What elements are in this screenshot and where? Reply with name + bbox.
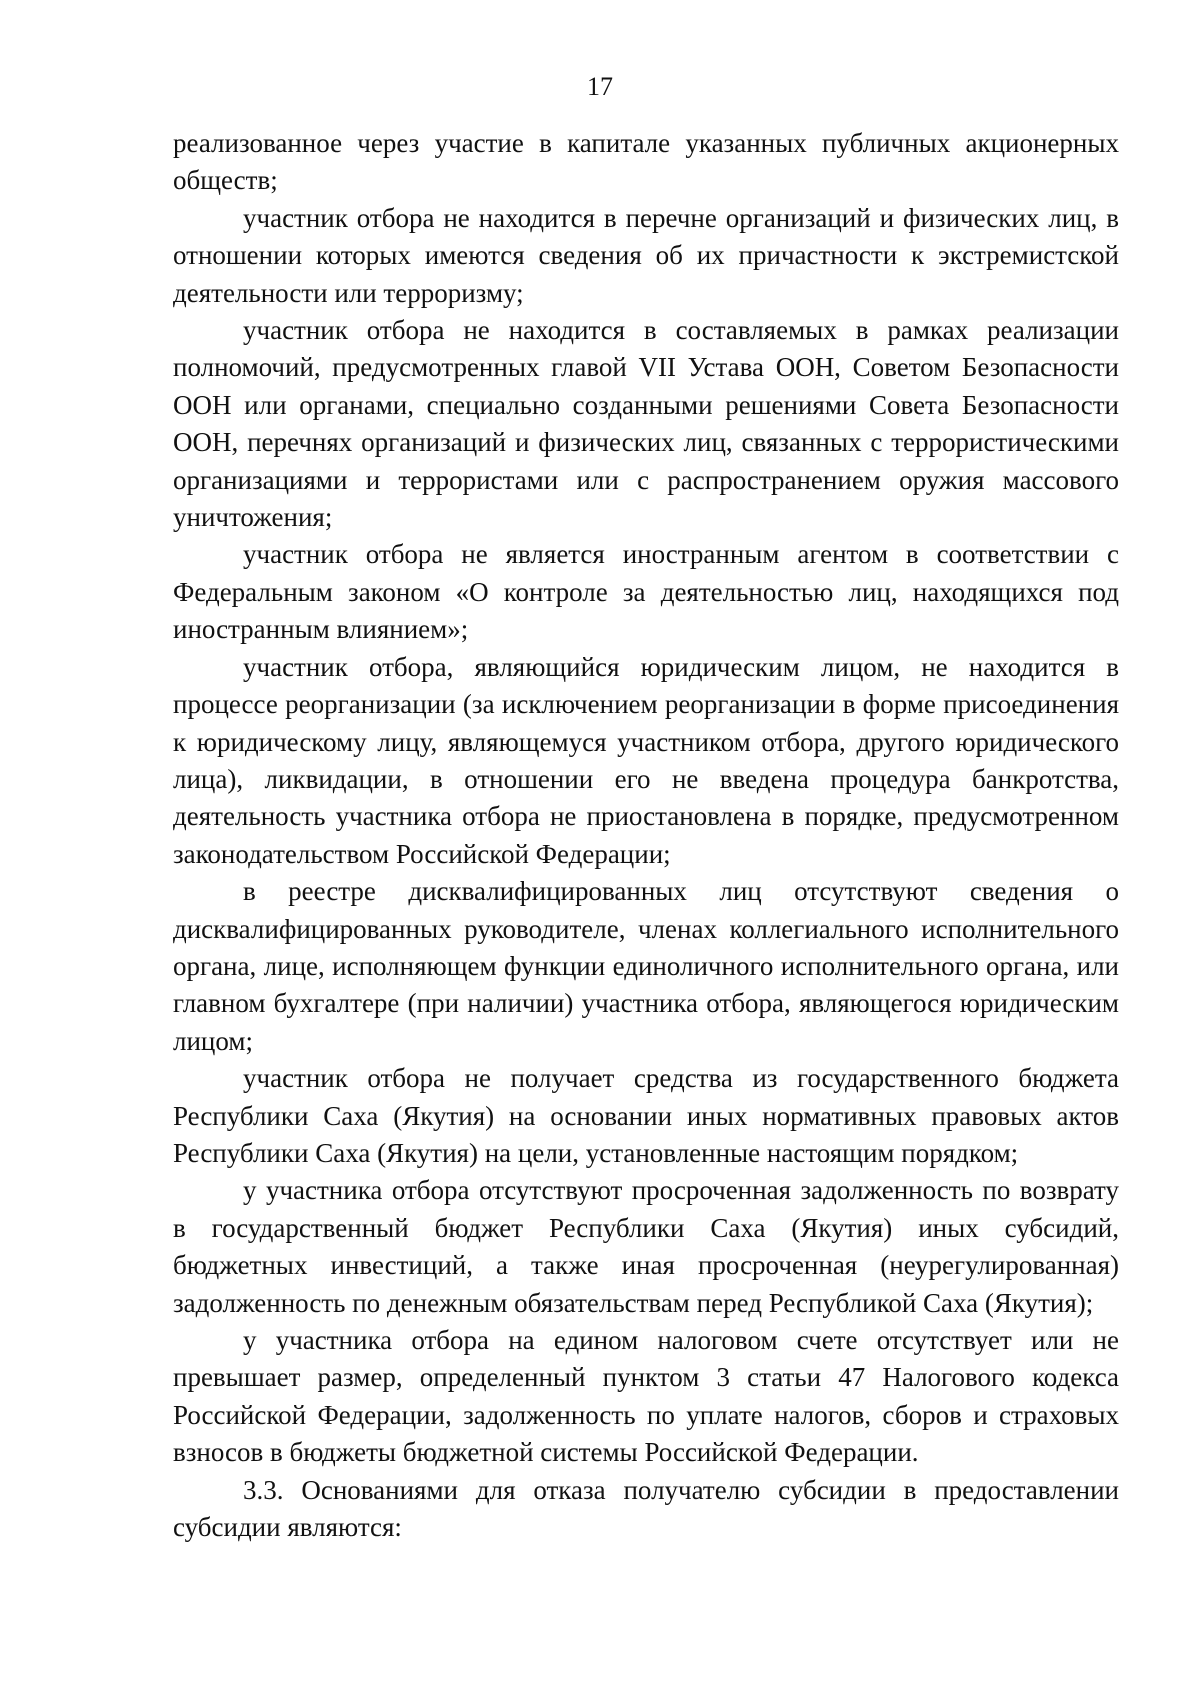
paragraph-foreign-agent: участник отбора не является иностранным агентом в соответствии с Федеральным законом «О контроле за деятельностью лиц, находящихся под иностранным влиянием»; (173, 539, 1119, 645)
document-body (173, 125, 1119, 1546)
paragraph-tax-debt: у участника отбора на едином налоговом счете отсутствует или не превышает размер, определенный пунктом 3 статьи 47 Налогового кодекса Российской Федерации, задолженность по уплате налогов, сборов и страховых взносов в бюджеты бюджетной системы Российской Федерации. (173, 1325, 1119, 1468)
paragraph-other-budget-funds: участник отбора не получает средства из государственного бюджета Республики Саха (Якутия) на основании иных нормативных правовых актов Республики Саха (Якутия) на цели, установленные настоящим порядком; (173, 1063, 1119, 1168)
paragraph-un-sanctions-list: участник отбора не находится в составляемых в рамках реализации полномочий, предусмотренных главой VII Устава ООН, Советом Безопасности ООН или органами, специально созданными решениями Совета Безопасности ООН, перечнях организаций и физических лиц, связанных с террористическими организациями и террористами или с распространением оружия массового уничтожения; (173, 315, 1119, 533)
paragraph-section-3-3: 3.3. Основаниями для отказа получателю субсидии в предоставлении субсидии являются: (173, 1474, 1119, 1543)
paragraph-continuation: реализованное через участие в капитале указанных публичных акционерных обществ; (173, 128, 1119, 196)
paragraph-disqualified-persons: в реестре дисквалифицированных лиц отсутствуют сведения о дисквалифицированных руководителе, членах коллегиального исполнительного органа, лице, исполняющем функции единоличного исполнительного органа, или главном бухгалтере (при наличии) участника отбора, являющегося юридическим лицом; (173, 876, 1119, 1056)
paragraph-overdue-debt: у участника отбора отсутствуют просроченная задолженность по возврату в государственный бюджет Республики Саха (Якутия) иных субсидий, бюджетных инвестиций, а также иная просроченная (неурегулированная) задолженность по денежным обязательствам перед Республикой Саха (Якутия); (173, 1175, 1119, 1318)
page-number: 17 (587, 72, 613, 101)
paragraph-extremism-list: участник отбора не находится в перечне организаций и физических лиц, в отношении которых имеются сведения об их причастности к экстремистской деятельности или терроризму; (173, 202, 1119, 308)
paragraph-reorganization: участник отбора, являющийся юридическим лицом, не находится в процессе реорганизации (за исключением реорганизации в форме присоединения к юридическому лицу, являющемуся участником отбора, другого юридического лица), ликвидации, в отношении его не введена процедура банкротства, деятельность участника отбора не приостановлена в порядке, предусмотренном законодательством Российской Федерации; (173, 651, 1119, 869)
